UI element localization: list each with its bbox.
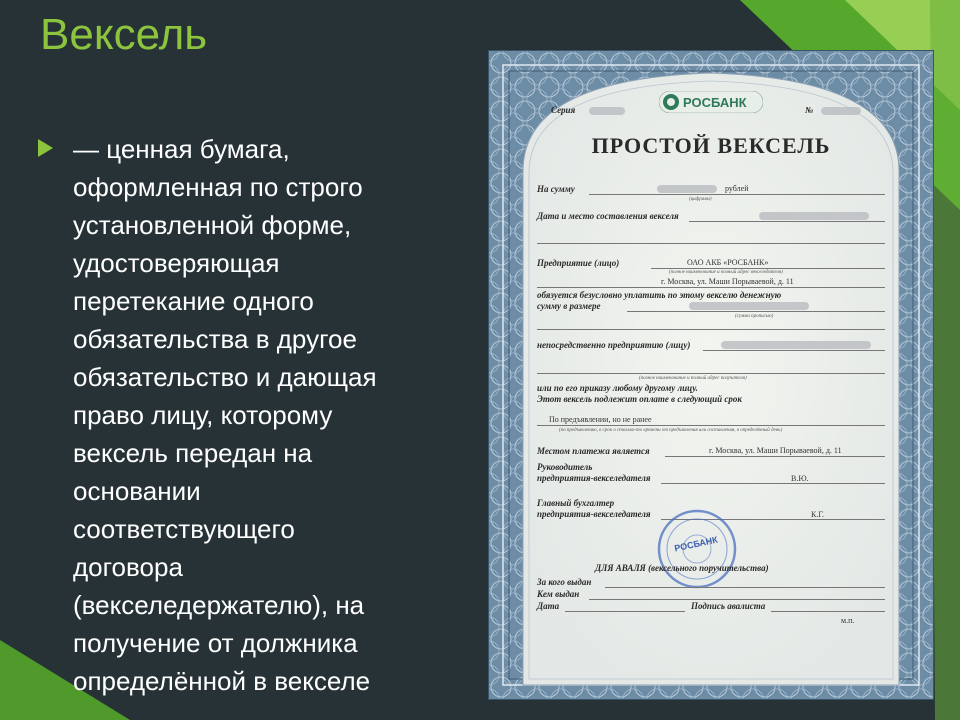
right-accent-stripe (930, 0, 960, 720)
definition-text (73, 130, 473, 700)
presentation-line (537, 425, 885, 426)
definition-line: — ценная бумага, (73, 134, 290, 164)
or-order-label: или по его приказу любому другому лицу. (537, 383, 698, 393)
payee-line (703, 350, 885, 351)
sum-hint: (сумма прописью) (735, 314, 774, 319)
issued-for-label: За кого выдан (537, 577, 592, 587)
payment-place: г. Москва, ул. Маши Порываевой, д. 11 (709, 446, 842, 455)
amount-hint: (цифрами) (689, 197, 712, 202)
definition-line: обязательства в другое (73, 324, 357, 354)
number-label: № (805, 105, 814, 115)
note-heading: ПРОСТОЙ ВЕКСЕЛЬ (591, 133, 831, 158)
head-initials: В.Ю. (791, 474, 809, 483)
seal-place-label: м.п. (841, 616, 855, 625)
definition-line: основании (73, 476, 201, 506)
enterprise-name: ОАО АКБ «РОСБАНК» (687, 258, 769, 267)
accountant-label-2: предприятия-векселедателя (537, 509, 651, 519)
aval-heading: ДЛЯ АВАЛЯ (вексельного поручительства) (595, 563, 769, 573)
aval-signature-label: Подпись авалиста (691, 601, 766, 611)
amount-currency: рублей (725, 184, 749, 193)
presentation-label: По предъявлении, но не ранее (549, 415, 652, 424)
definition-line: перетекание одного (73, 286, 314, 316)
blurred-series (589, 107, 625, 115)
issued-by-line (589, 599, 885, 600)
triangle-bullet-icon (38, 139, 53, 157)
direct-to-label: непосредственно предприятию (лицу) (537, 340, 691, 350)
head-label: Руководитель (537, 462, 593, 472)
slide-title: Вексель (40, 10, 208, 59)
date-place-label: Дата и место составления векселя (537, 211, 679, 221)
aval-signature-line (771, 611, 885, 612)
stamp-text: РОСБАНК (673, 534, 719, 554)
payment-place-label: Местом платежа является (537, 446, 650, 456)
definition-line: определённой в векселе (73, 666, 371, 696)
aval-date-line (565, 611, 685, 612)
blank-line (537, 329, 885, 330)
enterprise-line (651, 268, 885, 269)
accountant-initials: К.Г. (811, 510, 825, 519)
accountant-label: Главный бухгалтер (537, 498, 615, 508)
definition-line: обязательство и дающая (73, 362, 377, 392)
promissory-note-image (489, 51, 933, 699)
term-label: Этот вексель подлежит оплате в следующий срок (537, 394, 742, 404)
definition-line: удостоверяющая (73, 248, 280, 278)
definition-line: установленной форме, (73, 210, 352, 240)
bank-stamp-icon (653, 505, 741, 593)
address-line (537, 287, 885, 288)
aval-date-label: Дата (537, 601, 560, 611)
blurred-amount (657, 185, 717, 193)
definition-line: вексель передан на (73, 438, 313, 468)
sum-line (627, 311, 885, 312)
definition-line: получение от должника (73, 628, 358, 658)
amount-line (589, 194, 885, 195)
bank-name: РОСБАНК (683, 95, 747, 110)
enterprise-label: Предприятие (лицо) (537, 258, 620, 268)
date-place-line (689, 221, 885, 222)
blank-line (537, 243, 885, 244)
definition-line: оформленная по строго (73, 172, 363, 202)
enterprise-hint: (полное наименование и полный адрес векселедателя) (669, 270, 783, 275)
blurred-date-place (759, 212, 869, 220)
payment-place-line (665, 456, 885, 457)
enterprise-address: г. Москва, ул. Маши Порываевой, д. 11 (661, 277, 794, 286)
definition-line: право лицу, которому (73, 400, 333, 430)
issued-for-line (605, 587, 885, 588)
definition-line: (векселедержателю), на (73, 590, 365, 620)
sum-label: сумму в размере (537, 301, 601, 311)
blurred-payee (721, 341, 871, 349)
head-label-2: предприятия-векселедателя (537, 473, 651, 483)
series-label: Серия (551, 105, 576, 115)
issued-by-label: Кем выдан (537, 589, 580, 599)
head-signature-line (661, 483, 885, 484)
payee-hint: (полное наименование и полный адрес получателя) (639, 376, 747, 381)
blurred-sum (689, 302, 809, 310)
blurred-number (821, 107, 861, 115)
amount-label: На сумму (537, 184, 575, 194)
obligation-text: обязуется безусловно уплатить по этому векселю денежную (537, 290, 782, 300)
presentation-hint: (по предъявлению, в срок о столько-то времени от предъявления или составления, в определённый день) (559, 428, 783, 433)
definition-line: соответствующего (73, 514, 295, 544)
note-content (489, 51, 933, 699)
blank-line (537, 373, 885, 374)
definition-line: договора (73, 552, 183, 582)
